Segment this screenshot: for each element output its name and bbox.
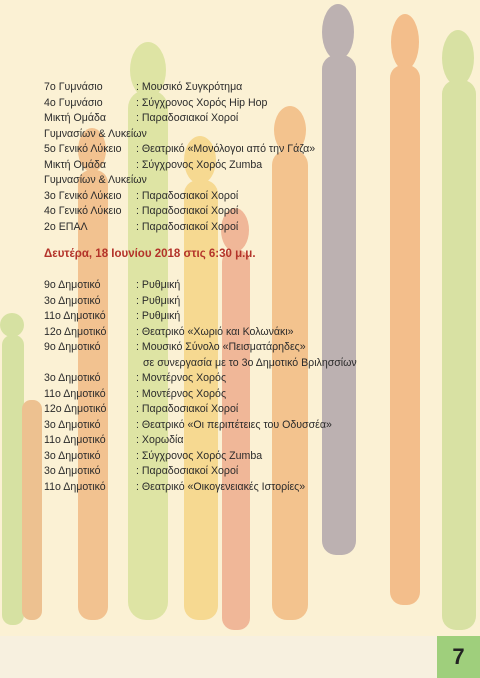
- school-name: 2ο ΕΠΑΛ: [44, 220, 88, 233]
- school-name: 9ο Δημοτικό: [44, 341, 101, 353]
- footer-band: [0, 636, 480, 678]
- school-name: 4ο Γυμνάσιο: [44, 96, 103, 109]
- school-name: Γυμνασίων & Λυκείων: [44, 174, 147, 186]
- school-name: 11ο Δημοτικό: [44, 387, 106, 400]
- school-name: 3ο Δημοτικό: [44, 465, 101, 477]
- event-name: : Παραδοσιακοί Χοροί: [136, 189, 239, 202]
- school-name: 3ο Δημοτικό: [44, 372, 101, 384]
- event-name: : Θεατρικό «Οι περιπέτειες του Οδυσσέα»: [136, 418, 332, 431]
- event-name: σε συνεργασία με το 3ο Δημοτικό Βριλησσίων: [143, 356, 357, 369]
- school-name: 5ο Γενικό Λύκειο: [44, 143, 122, 155]
- event-name: : Μοντέρνος Χορός: [136, 372, 227, 384]
- event-name: : Μοντέρνος Χορός: [136, 387, 227, 400]
- school-name: 4ο Γενικό Λύκειο: [44, 205, 122, 217]
- event-name: : Παραδοσιακοί Χοροί: [136, 403, 239, 415]
- school-name: 12ο Δημοτικό: [44, 403, 107, 415]
- event-name: : Ρυθμική: [136, 279, 181, 291]
- event-name: : Παραδοσιακοί Χοροί: [136, 205, 239, 217]
- page-number: 7: [437, 636, 480, 678]
- school-name: 11ο Δημοτικό: [44, 480, 106, 493]
- event-name: : Χορωδία: [136, 434, 184, 446]
- school-name: Μικτή Ομάδα: [44, 158, 106, 171]
- event-name: : Ρυθμική: [136, 310, 181, 322]
- school-name: 9ο Δημοτικό: [44, 279, 101, 291]
- school-name: 7ο Γυμνάσιο: [44, 81, 103, 93]
- event-name: : Παραδοσιακοί Χοροί: [136, 220, 239, 233]
- event-name: : Σύγχρονος Χορός Zumba: [136, 449, 263, 462]
- event-name: : Ρυθμική: [136, 294, 181, 307]
- event-name: : Παραδοσιακοί Χοροί: [136, 465, 239, 477]
- event-name: : Σύγχρονος Χορός Hip Hop: [136, 96, 268, 109]
- school-name: 3ο Γενικό Λύκειο: [44, 189, 122, 202]
- event-name: : Σύγχρονος Χορός Zumba: [136, 158, 263, 171]
- event-name: : Θεατρικό «Οικογενειακές Ιστορίες»: [136, 480, 306, 493]
- school-name: Μικτή Ομάδα: [44, 112, 106, 124]
- school-name: 12ο Δημοτικό: [44, 325, 107, 338]
- school-name: 3ο Δημοτικό: [44, 294, 101, 307]
- event-name: : Παραδοσιακοί Χοροί: [136, 112, 239, 124]
- event-name: : Μουσικό Σύνολο «Πεισματάρηδες»: [136, 341, 306, 353]
- school-name: 3ο Δημοτικό: [44, 418, 101, 431]
- school-name: 11ο Δημοτικό: [44, 310, 106, 322]
- school-name: 11ο Δημοτικό: [44, 434, 106, 446]
- date-heading: Δευτέρα, 18 Ιουνίου 2018 στις 6:30 μ.μ.: [44, 248, 256, 260]
- event-name: : Θεατρικό «Χωριό και Κολωνάκι»: [136, 325, 294, 338]
- school-name: 3ο Δημοτικό: [44, 449, 101, 462]
- event-name: : Θεατρικό «Μονόλογοι από την Γάζα»: [136, 143, 316, 155]
- school-name: Γυμνασίων & Λυκείων: [44, 127, 147, 140]
- event-name: : Μουσικό Συγκρότημα: [136, 81, 243, 93]
